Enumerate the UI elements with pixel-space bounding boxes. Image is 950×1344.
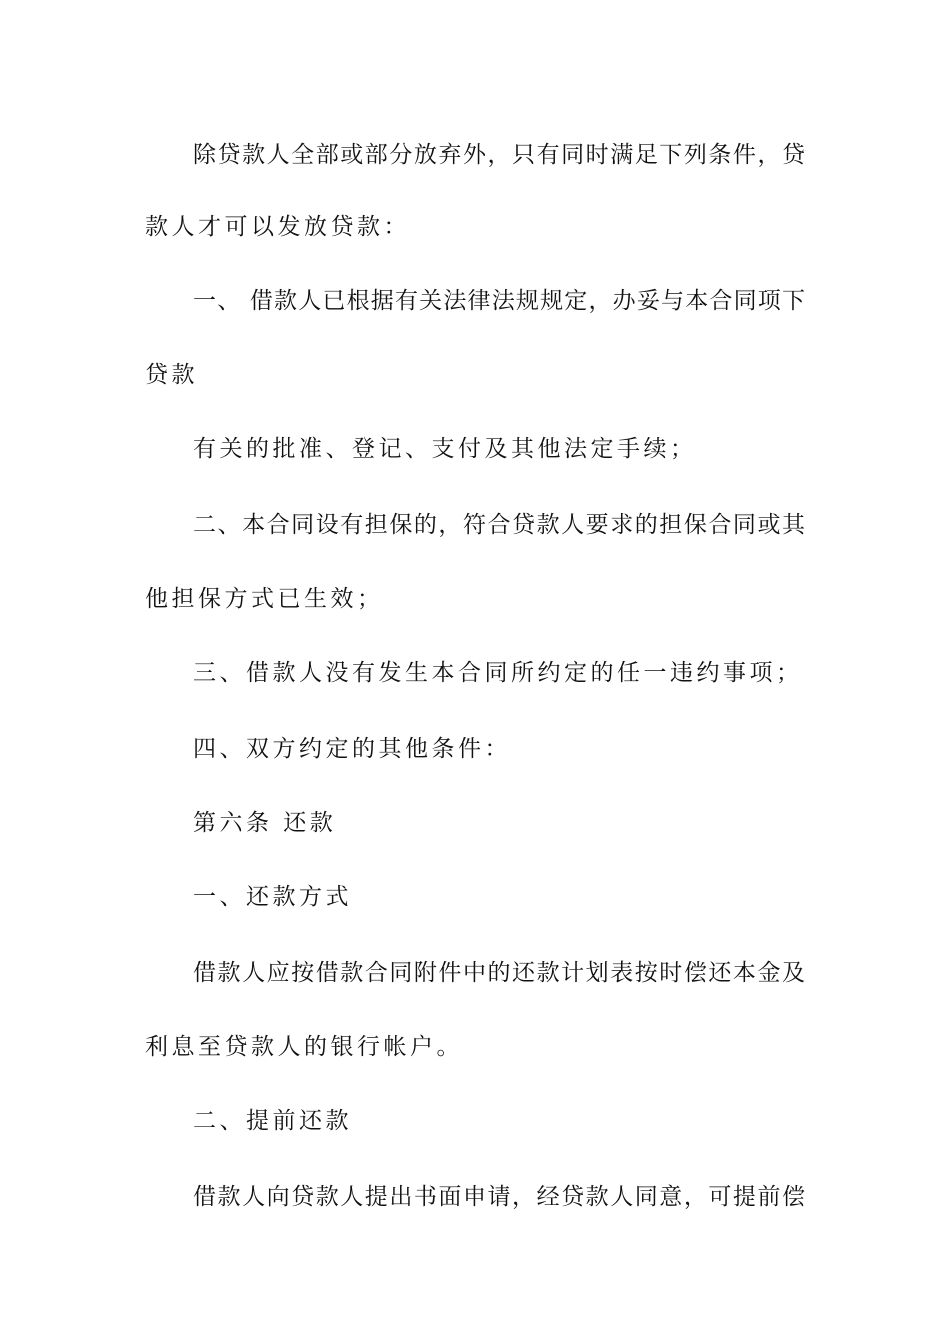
clause-2-line-2: 他担保方式已生效；: [145, 586, 384, 612]
clause-2-line-1: 二、本合同设有担保的，符合贷款人要求的担保合同或其: [193, 512, 805, 538]
paragraph-line-2: 款人才可以发放贷款：: [145, 214, 410, 240]
clause-3-line: 三、借款人没有发生本合同所约定的任一违约事项；: [193, 660, 803, 686]
paragraph-line-1: 除贷款人全部或部分放弃外，只有同时满足下列条件，贷: [193, 142, 805, 168]
clause-4-line: 四、双方约定的其他条件：: [193, 736, 511, 762]
early-repayment-line-1: 借款人向贷款人提出书面申请，经贷款人同意，可提前偿: [193, 1184, 805, 1210]
clause-1-line-1: 一、 借款人已根据有关法律法规规定，办妥与本合同项下: [193, 288, 805, 314]
repayment-method-line-2: 利息至贷款人的银行帐户。: [145, 1034, 463, 1060]
article-6-heading: 第六条 还款: [193, 810, 337, 836]
repayment-method-heading: 一、还款方式: [193, 884, 352, 910]
clause-1-line-3: 有关的批准、登记、支付及其他法定手续；: [193, 436, 697, 462]
repayment-method-line-1: 借款人应按借款合同附件中的还款计划表按时偿还本金及: [193, 960, 805, 986]
early-repayment-heading: 二、提前还款: [193, 1108, 352, 1134]
clause-1-line-2: 贷款: [145, 362, 198, 388]
